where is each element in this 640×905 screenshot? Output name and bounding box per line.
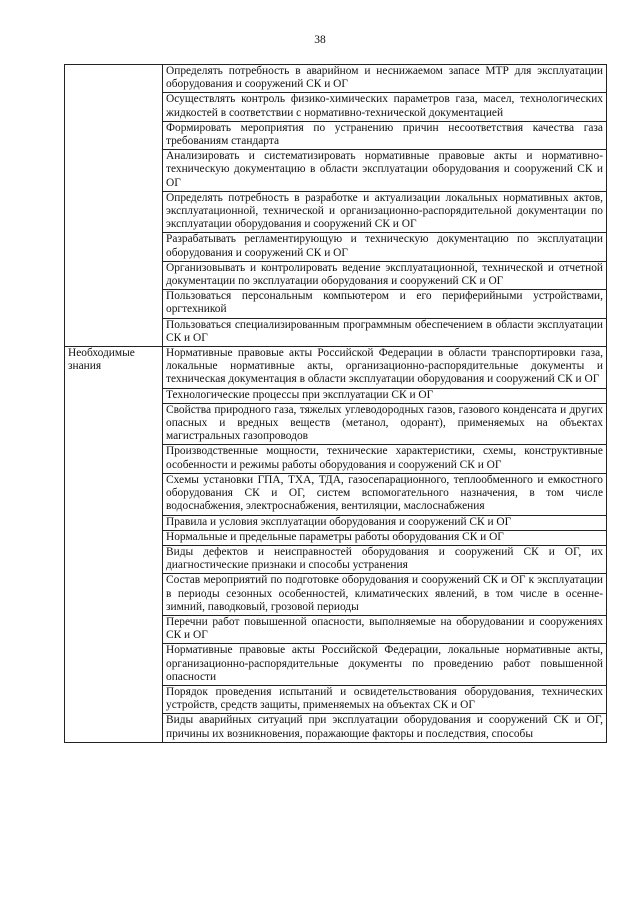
table-cell: Анализировать и систематизировать нормативные правовые акты и нормативно-техническую документацию в области эксплуатации оборудования и сооружений СК и ОГ: [163, 150, 607, 192]
table-cell: Виды аварийных ситуаций при эксплуатации оборудования и сооружений СК и ОГ, причины их возникновения, поражающие факторы и последствия, способы: [163, 714, 607, 742]
competency-table: [64, 64, 607, 743]
table-cell: Организовывать и контролировать ведение эксплуатационной, технической и отчетной документации по эксплуатации оборудования и сооружений СК и ОГ: [163, 261, 607, 289]
table-cell: Правила и условия эксплуатации оборудования и сооружений СК и ОГ: [163, 515, 607, 530]
table-cell: Порядок проведения испытаний и освидетельствования оборудования, технических устройств, средств защиты, применяемых на объектах СК и ОГ: [163, 685, 607, 713]
table-cell: Нормативные правовые акты Российской Федерации, локальные нормативные акты, организационно-распорядительные документы по проведению работ повышенной опасности: [163, 644, 607, 686]
page-number: 38: [314, 34, 326, 46]
table-row: [65, 347, 607, 389]
table-cell: Разрабатывать регламентирующую и техническую документацию по эксплуатации оборудования и сооружений СК и ОГ: [163, 233, 607, 261]
table-cell: Схемы установки ГПА, ТХА, ТДА, газосепарационного, теплообменного и емкостного оборудования СК и ОГ, систем вспомогательного назначения, в том числе водоснабжения, электроснабжения, вентиляции, маслоснабжения: [163, 473, 607, 515]
table-cell: Свойства природного газа, тяжелых углеводородных газов, газового конденсата и других опасных и вредных веществ (метанол, одорант), применяемых на объектах магистральных газопроводов: [163, 403, 607, 445]
row-label-required-knowledge: Необходимые знания: [65, 347, 163, 743]
table-cell: Пользоваться специализированным программным обеспечением в области эксплуатации СК и ОГ: [163, 318, 607, 346]
table-row: [65, 65, 607, 93]
row-label: [65, 65, 163, 347]
table-cell: Нормативные правовые акты Российской Федерации в области транспортировки газа, локальные нормативные акты, организационно-распорядительные документы и техническая документация в области эксплуатации оборудования и сооружений СК и ОГ: [163, 347, 607, 389]
table-cell: Пользоваться персональным компьютером и его периферийными устройствами, оргтехникой: [163, 290, 607, 318]
table-cell: Определять потребность в разработке и актуализации локальных нормативных актов, эксплуатационной, технической и организационно-распорядительной документации по эксплуатации оборудования и сооружений СК и ОГ: [163, 191, 607, 233]
table-cell: Осуществлять контроль физико-химических параметров газа, масел, технологических жидкостей в соответствии с нормативно-технической документацией: [163, 93, 607, 121]
table-cell: Состав мероприятий по подготовке оборудования и сооружений СК и ОГ к эксплуатации в периоды сезонных особенностей, климатических явлений, в том числе в осенне-зимний, паводковый, грозовой периоды: [163, 574, 607, 616]
table-cell: Технологические процессы при эксплуатации СК и ОГ: [163, 388, 607, 403]
table-cell: Нормальные и предельные параметры работы оборудования СК и ОГ: [163, 530, 607, 545]
table-cell: Формировать мероприятия по устранению причин несоответствия качества газа требованиям стандарта: [163, 121, 607, 149]
table-cell: Перечни работ повышенной опасности, выполняемые на оборудовании и сооружениях СК и ОГ: [163, 615, 607, 643]
table-body: [65, 65, 607, 743]
table-cell: Виды дефектов и неисправностей оборудования и сооружений СК и ОГ, их диагностические признаки и способы устранения: [163, 545, 607, 573]
table-cell: Определять потребность в аварийном и неснижаемом запасе МТР для эксплуатации оборудования и сооружений СК и ОГ: [163, 65, 607, 93]
table-cell: Производственные мощности, технические характеристики, схемы, конструктивные особенности и режимы работы оборудования и сооружений СК и ОГ: [163, 445, 607, 473]
